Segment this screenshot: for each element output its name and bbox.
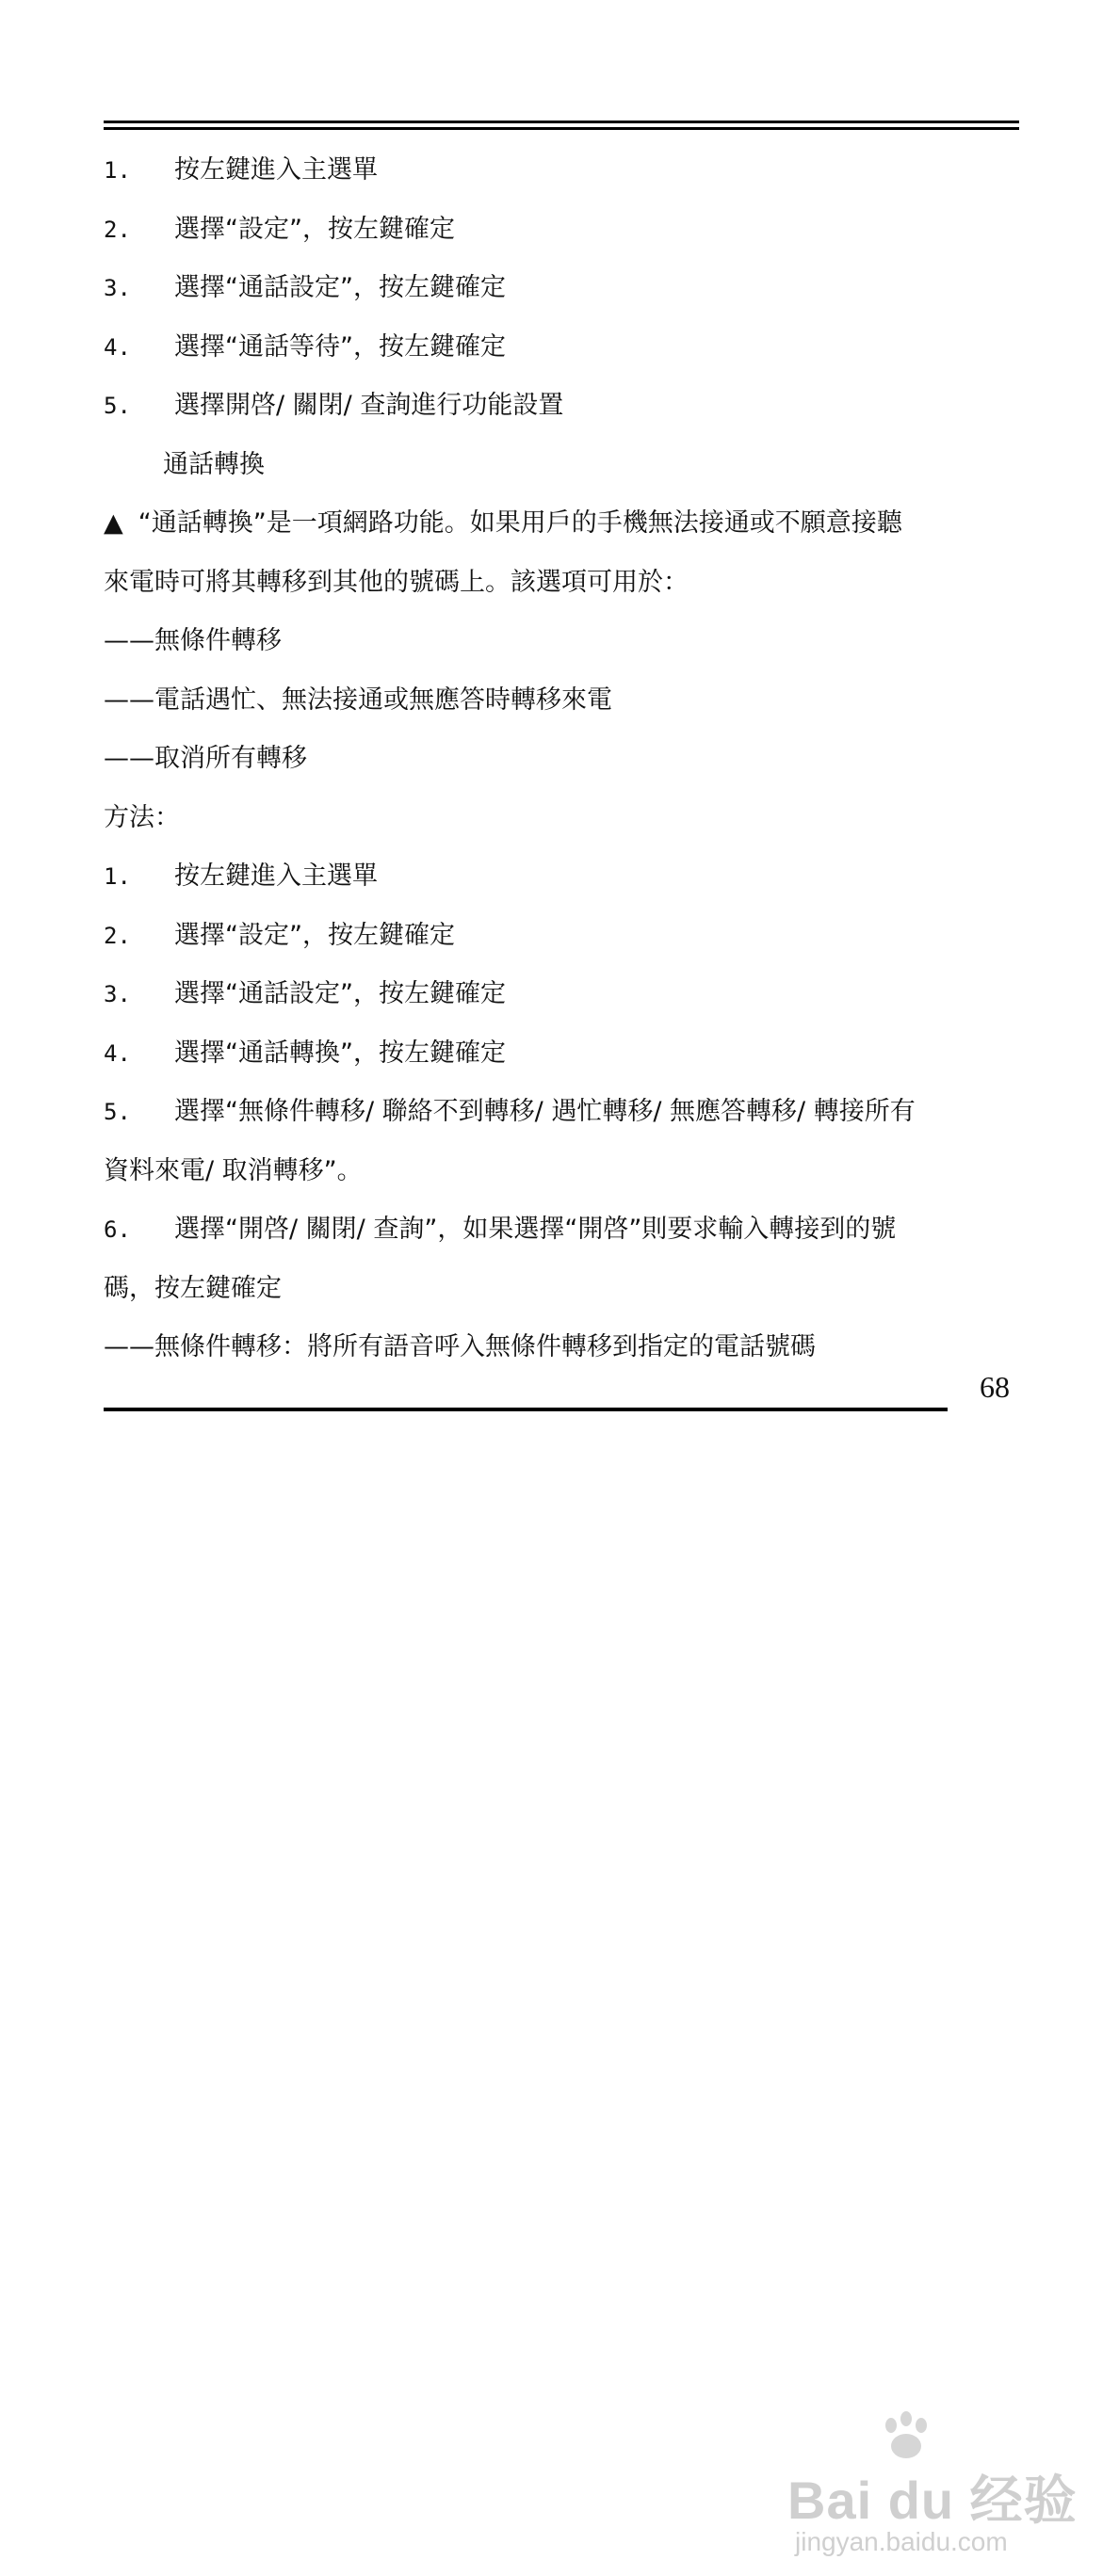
item-text: 選擇“通話設定”，按左鍵確定 [174, 979, 506, 1008]
item-number: 3. [104, 275, 131, 301]
intro-text-1: “通話轉換”是一項網路功能。如果用戶的手機無法接通或不願意接聽 [138, 508, 902, 538]
method-label: 方法： [104, 802, 180, 832]
item-text: 選擇“通話等待”，按左鍵確定 [174, 331, 506, 362]
item-text: 選擇“通話轉換”，按左鍵確定 [174, 1038, 506, 1068]
item-number: 6. [104, 1216, 131, 1243]
item-text: 選擇“通話設定”，按左鍵確定 [174, 273, 506, 302]
list-item [104, 965, 1027, 1024]
page-number: 68 [980, 1370, 1010, 1404]
item-text: 選擇“開啓/ 關閉/ 查詢”，如果選擇“開啓”則要求輸入轉接到的號 [174, 1215, 897, 1244]
item-text: 選擇開啓/ 關閉/ 查詢進行功能設置 [174, 391, 564, 420]
list-item [104, 1083, 1027, 1142]
bottom-rule [104, 1408, 948, 1411]
item-text: 選擇“設定”，按左鍵確定 [174, 920, 455, 950]
list-item-continuation: 資料來電/ 取消轉移”。 [104, 1155, 363, 1185]
top-double-rule [104, 121, 1019, 130]
item-text: 按左鍵進入主選單 [174, 861, 378, 891]
page-content [104, 141, 1027, 1377]
item-number: 4. [104, 333, 131, 361]
baidu-watermark [787, 2410, 1078, 2556]
item-number: 5. [104, 393, 131, 419]
list-item [104, 141, 1027, 201]
item-text: 選擇“無條件轉移/ 聯絡不到轉移/ 遇忙轉移/ 無應答轉移/ 轉接所有 [174, 1097, 916, 1126]
list-item-continuation: 碼，按左鍵確定 [104, 1273, 282, 1303]
item-number: 3. [104, 981, 131, 1007]
paw-icon [878, 2410, 934, 2463]
list-item [104, 907, 1027, 966]
option-item: ——無條件轉移 [104, 626, 282, 655]
item-number: 2. [104, 922, 131, 949]
footer-note: ——無條件轉移：將所有語音呼入無條件轉移到指定的電話號碼 [104, 1332, 816, 1361]
item-number: 2. [104, 216, 131, 243]
option-item: ——電話遇忙、無法接通或無應答時轉移來電 [104, 684, 612, 715]
item-text: 按左鍵進入主選單 [174, 155, 378, 185]
intro-paragraph-line-2: 來電時可將其轉移到其他的號碼上。該選項可用於： [104, 567, 689, 597]
list-item [104, 377, 1027, 436]
section-title: 通話轉換 [163, 449, 265, 479]
triangle-icon: ▲ [104, 508, 123, 538]
intro-paragraph-line-1 [104, 494, 1027, 554]
list-item [104, 259, 1027, 318]
list-item [104, 1200, 1027, 1260]
list-item [104, 201, 1027, 260]
item-number: 4. [104, 1039, 131, 1067]
watermark-brand: Bai du 经验 [787, 2471, 1078, 2530]
list-item [104, 847, 1027, 907]
item-number: 5. [104, 1099, 131, 1125]
item-number: 1. [104, 863, 131, 890]
item-text: 選擇“設定”，按左鍵確定 [174, 214, 455, 244]
option-item: ——取消所有轉移 [104, 744, 307, 773]
item-number: 1. [104, 157, 131, 184]
watermark-url: jingyan.baidu.com [795, 2527, 1008, 2556]
list-item [104, 318, 1027, 378]
list-item [104, 1024, 1027, 1084]
